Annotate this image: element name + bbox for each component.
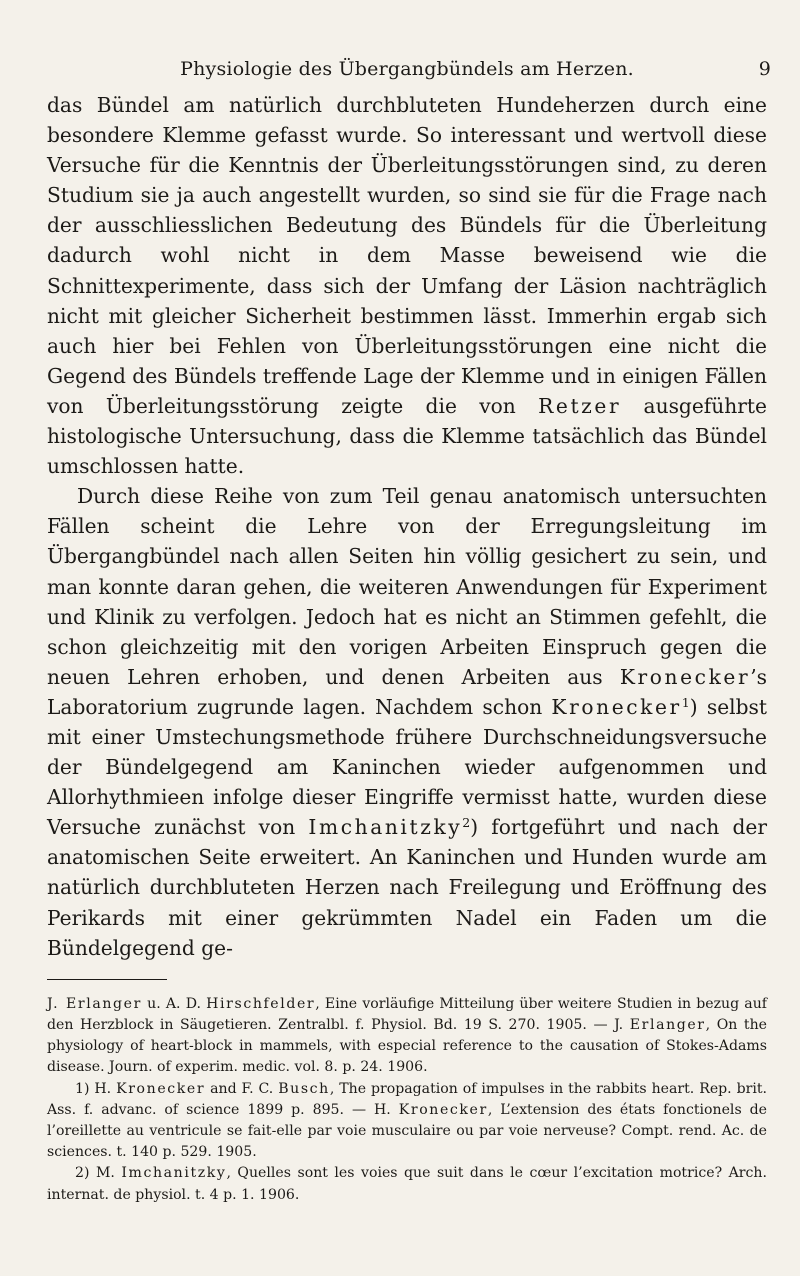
author-name: Kronecker [551, 694, 682, 719]
text-run: u. A. D. [141, 995, 207, 1012]
footnote-marker: 1 [681, 695, 690, 710]
text-run: 1) H. [75, 1080, 117, 1097]
paragraph [47, 481, 767, 963]
text-run: , Eine vorläufige Mitteilung über weitere Studien in bezug auf den Herzblock in Säugetieren. Zentralbl. f. Physiol. Bd. 19 S. 270. 1905. — J. [47, 995, 767, 1033]
text-run: ) selbst mit einer Umstechungsmethode frühere Durchschneidungsversuche der Bündelgegend am Kaninchen wieder aufgenommen und Allorhythmieen infolge dieser Eingriffe vermisst hatte, wurden diese Versuche zunächst von [47, 694, 767, 840]
footnote-marker: 2 [462, 815, 471, 831]
author-name: Kronecker [619, 664, 751, 689]
text-run: Durch diese Reihe von zum Teil genau anatomisch untersuchten Fällen scheint die Lehre von der Erregungsleitung im Übergangbündel nach allen Seiten hin völlig gesichert zu sein, und man konnte daran gehen, die weiteren Anwendungen für Experiment und Klinik zu verfolgen. Jedoch hat es nicht an Stimmen gefehlt, die schon gleichzeitig mit den vorigen Arbeiten Einspruch gegen die neuen Lehren erhoben, und denen Arbeiten aus [47, 484, 767, 689]
author-name: Kronecker [398, 1101, 488, 1118]
text-run: ausgeführte histologische Untersuchung, dass die Klemme tatsächlich das Bündel umschlossen hatte. [47, 393, 767, 479]
author-name: Kronecker [116, 1080, 206, 1097]
text-run: ’s Laboratorium zugrunde lagen. Nachdem schon [47, 664, 767, 719]
text-run: das Bündel am natürlich durchbluteten Hundeherzen durch eine besondere Klemme gefasst wurde. So interessant und wertvoll diese Versuche für die Kenntnis der Überleitungsstörungen sind, zu deren Studium sie ja auch angestellt wurden, so sind sie für die Frage nach der ausschliesslichen Bedeutung des Bündels für die Überleitung dadurch wohl nicht in dem Masse beweisend wie die Schnittexperimente, dass sich der Umfang der Läsion nachträglich nicht mit gleicher Sicherheit bestimmen lässt. Immerhin ergab sich auch hier bei Fehlen von Überleitungsstörungen eine nicht die Gegend des Bündels treffende Lage der Klemme und in einigen Fällen von Überleitungsstörung zeigte die von [47, 93, 767, 418]
page-number: 9 [758, 58, 771, 80]
author-name: J. Erlanger [47, 995, 142, 1012]
footnote [47, 994, 767, 1079]
author-name: Imchanitzky [308, 815, 463, 840]
text-run: , Quelles sont les voies que suit dans le cœur l’excitation motrice? Arch. internat. de physiol. t. 4 p. 1. 1906. [47, 1165, 767, 1203]
author-name: Imchanitzky [121, 1165, 227, 1182]
running-header [47, 48, 771, 90]
text-run: , On the physiology of heart-block in mammels, with especial reference to the causation of Stokes-Adams disease. Journ. of experim. medic. vol. 8. p. 24. 1906. [47, 1016, 768, 1076]
author-name: Erlanger [629, 1016, 706, 1033]
author-name: Hirschfelder [206, 995, 316, 1012]
text-run: , The propagation of impulses in the rabbits heart. Rep. brit. Ass. f. advanc. of science 1899 p. 895. — H. [47, 1080, 767, 1118]
author-name: Retzer [538, 393, 622, 418]
text-run: 2) M. [75, 1165, 122, 1182]
author-name: Busch [278, 1080, 330, 1097]
text-run: and F. C. [205, 1080, 279, 1097]
text-run: ) fortgeführt und nach der anatomischen Seite erweitert. An Kaninchen und Hunden wurde am natürlich durchbluteten Herzen nach Freilegung und Eröffnung des Perikards mit einer gekrümmten Nadel ein Faden um die Bündelgegend ge- [47, 815, 767, 960]
book-page [47, 48, 771, 1206]
footnote-divider [47, 979, 167, 980]
footnote [47, 1163, 767, 1205]
main-text [47, 90, 767, 963]
paragraph [47, 90, 767, 481]
footnote [47, 1079, 767, 1164]
footnotes [47, 994, 767, 1206]
text-run: , L’extension des états fonctionels de l’oreillette au ventricule se fait-elle par voie musculaire ou par voie nerveuse? Compt. rend. Ac. de sciences. t. 140 p. 529. 1905. [47, 1101, 767, 1161]
running-title: Physiologie des Übergangbündels am Herzen. [180, 58, 634, 80]
